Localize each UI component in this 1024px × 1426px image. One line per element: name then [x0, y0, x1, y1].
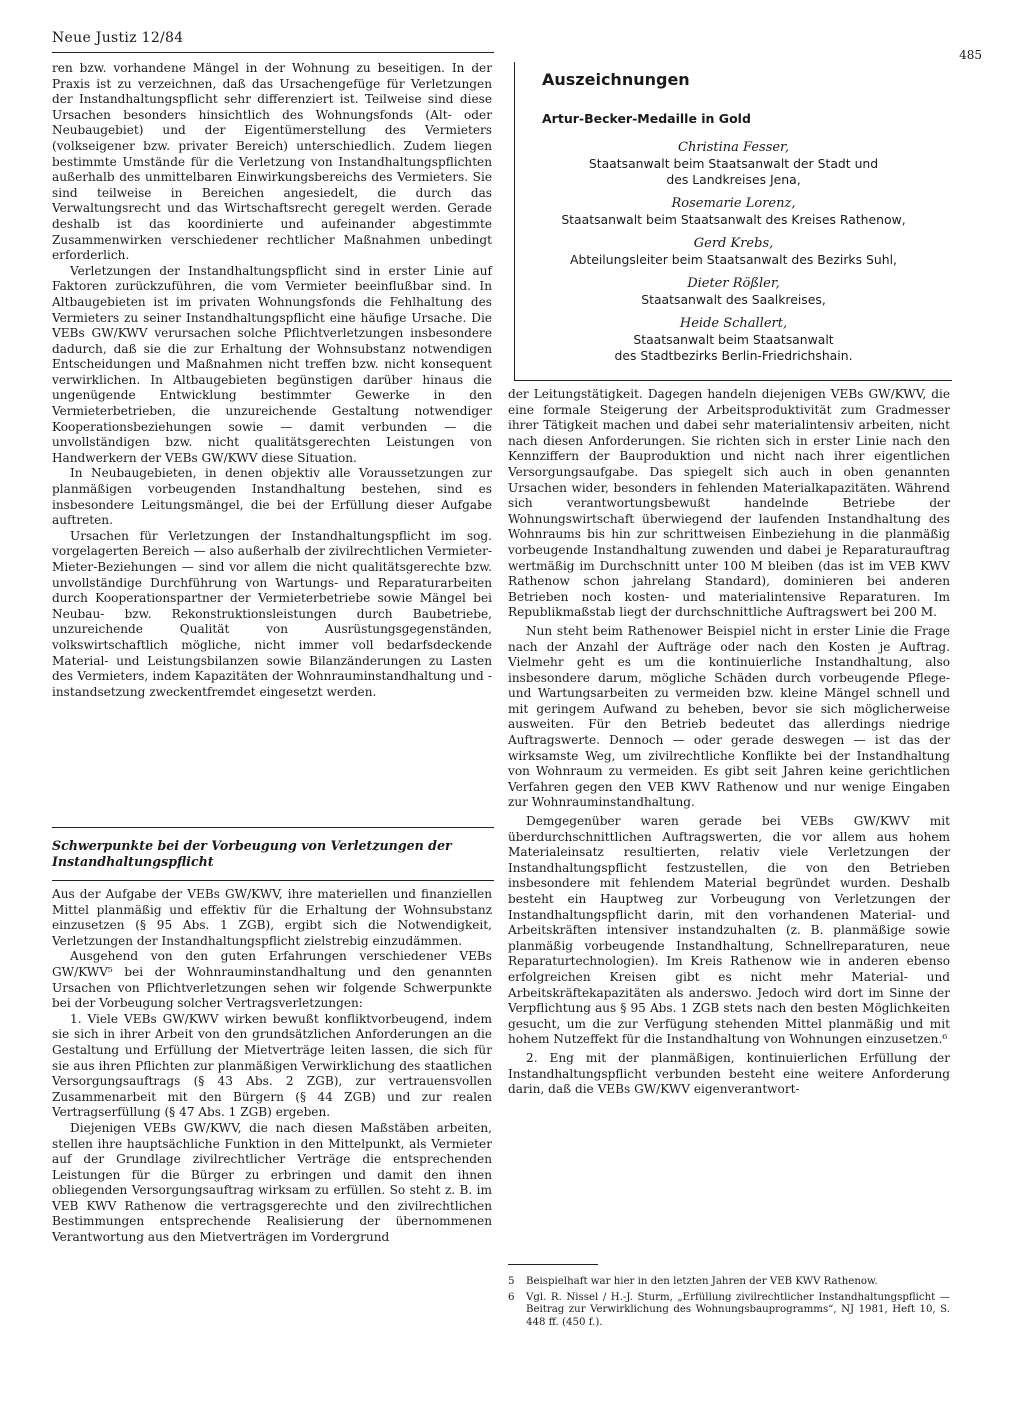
- medal-name: Artur-Becker-Medaille in Gold: [542, 111, 751, 126]
- recipient-desc: Staatsanwalt des Saalkreises,: [641, 292, 826, 307]
- header-rule: [52, 52, 494, 53]
- footnote-rule: [508, 1264, 598, 1265]
- paragraph: Demgegenüber waren gerade bei VEBs GW/KWV mit überdurchschnittlichen Auftragswerten, die vor allem aus hohem Materialeinsatz resultierten, relativ viele Verletzungen der Instandhaltungspflicht festzustellen, die von den Betrieben insbesondere mit fehlendem Material begründet wurden. Deshalb besteht ein Hauptweg zur Vorbeugung von Verletzungen der Instandhaltungspflicht darin, mit den vorhandenen Material- und Arbeitskräften intensiver instandzuhalten (z. B. planmäßige sowie planmäßig vorbeugende Instandhaltung, Schnellreparaturen, neue Reparaturtechnologien). Im Kreis Rathenow wie in anderen ebenso erfolgreichen Kreisen gibt es nicht mehr Material- und Arbeitskräftekapazitäten als anderswo. Jedoch wird dort im Sinne der Verpflichtung aus § 95 Abs. 1 ZGB stets nach den besten Möglichkeiten gesucht, um die zur Verfügung stehenden Mittel planmäßig und mit hohem Nutzeffekt für die Instandhaltung von Wohnungen einzusetzen.⁶: [508, 814, 950, 1047]
- recipient-desc: Abteilungsleiter beim Staatsanwalt des Bezirks Suhl,: [570, 252, 897, 267]
- award-recipient: [515, 276, 952, 308]
- paragraph: 1. Viele VEBs GW/KWV wirken bewußt konfliktvorbeugend, indem sie sich in ihrer Arbeit von den grundsätzlichen Anforderungen an die Gestaltung und Erfüllung der Mietverträge leiten lassen, die sich für sie aus ihren Pflichten zur planmäßigen Verwirklichung des staatlichen Versorgungsauftrags (§ 43 Abs. 2 ZGB), zur vertrauensvollen Zusammenarbeit mit den Bürgern (§ 44 ZGB) und zur realen Vertragserfüllung (§ 47 Abs. 1 ZGB) ergeben.: [52, 1011, 492, 1120]
- recipient-name: Christina Fesser,: [678, 140, 789, 155]
- recipient-name: Rosemarie Lorenz,: [671, 196, 796, 211]
- journal-title: Neue Justiz 12/84: [52, 30, 184, 46]
- recipient-desc: Staatsanwalt beim Staatsanwalt: [633, 332, 834, 347]
- paragraph: Ursachen für Verletzungen der Instandhaltungspflicht im sog. vorgelagerten Bereich — also außerhalb der zivilrechtlichen Vermieter-Mieter-Beziehungen — sind vor allem die nicht qualitätsgerechte bzw. unvollständige Durchführung von Wartungs- und Reparaturarbeiten durch Kooperationspartner der Vermieterbetriebe sowie Mängel bei Neubau- bzw. Rekonstruktionsleistungen durch Baubetriebe, unzureichende Qualität von Ausrüstungsgegenständen, volkswirtschaftlich mögliche, nicht immer voll bedarfsdeckende Material- und Leistungsbilanzen sowie Bilanzänderungen zu Lasten des Vermieters, indem Kapazitäten der Wohnrauminstandhaltung und -instandsetzung zweckentfremdet eingesetzt werden.: [52, 528, 492, 699]
- award-recipient: [515, 140, 952, 188]
- right-column: [508, 387, 950, 1098]
- recipient-name: Dieter Rößler,: [687, 276, 780, 291]
- paragraph: Aus der Aufgabe der VEBs GW/KWV, ihre materiellen und finanziellen Mittel planmäßig und effektiv für die Erhaltung der Wohnsubstanz einzusetzen (§ 95 Abs. 1 ZGB), ergibt sich die Notwendigkeit, Verletzungen der Instandhaltungspflicht zielstrebig einzudämmen.: [52, 887, 492, 948]
- award-recipient: [515, 236, 952, 268]
- paragraph: 2. Eng mit der planmäßigen, kontinuierlichen Erfüllung der Instandhaltungspflicht verbunden besteht eine weitere Anforderung darin, daß die VEBs GW/KWV eigenverantwort-: [508, 1050, 950, 1097]
- paragraph: In Neubaugebieten, in denen objektiv alle Voraussetzungen zur planmäßigen vorbeugenden Instandhaltung bestehen, sind es insbesondere Leitungsmängel, die bei der Erfüllung dieser Aufgabe auftreten.: [52, 466, 492, 528]
- page-number: 485: [959, 48, 982, 62]
- recipient-desc: des Stadtbezirks Berlin-Friedrichshain.: [614, 348, 853, 363]
- award-recipient: [515, 316, 952, 364]
- section-heading: Schwerpunkte bei der Vorbeugung von Verletzungen der Instandhaltungspflicht: [52, 838, 452, 869]
- left-column-top: [52, 61, 492, 700]
- footnote: [508, 1292, 950, 1330]
- recipient-name: Gerd Krebs,: [693, 236, 774, 251]
- footnote-number: 5: [508, 1276, 515, 1287]
- paragraph: Nun steht beim Rathenower Beispiel nicht in erster Linie die Frage nach der Anzahl der Aufträge oder nach den Kosten je Auftrag. Vielmehr geht es um die kontinuierliche Instandhaltung, also insbesondere darum, mögliche Schäden durch vorbeugende Pflege- und Wartungsarbeiten zu vermeiden bzw. kleine Mängel schnell und mit geringem Aufwand zu beheben, bevor sie sich möglicherweise ausweiten. Für den Betrieb bedeutet das allerdings niedrige Auftragswerte. Dennoch — oder gerade deswegen — ist das der wirksamste Weg, um zivilrechtliche Konflikte bei der Instandhaltung von Wohnraum zu vermeiden. Es gibt seit Jahren keine gerichtlichen Verfahren gegen den VEB KWV Rathenow und nur wenige Eingaben zur Wohnrauminstandhaltung.: [508, 623, 950, 810]
- recipient-desc: Staatsanwalt beim Staatsanwalt der Stadt und: [588, 156, 879, 171]
- paragraph: Diejenigen VEBs GW/KWV, die nach diesen Maßstäben arbeiten, stellen ihre hauptsächliche Funktion in den Mittelpunkt, als Vermieter auf der Grundlage zivilrechtlicher Verträge die entsprechenden Leistungen für die Bürger zu erbringen und damit den ihnen obliegenden Versorgungsauftrag wirksam zu erfüllen. So steht z. B. im VEB KWV Rathenow die vertragsgerechte und den zivilrechtlichen Bestimmungen entsprechende Realisierung der übernommenen Verantwortung aus den Mietverträgen im Vordergrund: [52, 1120, 492, 1245]
- footnote-text: Vgl. R. Nissel / H.-J. Sturm, „Erfüllung zivilrechtlicher Instandhaltungspflicht — Beitrag zur Verwirklichung des Wohnungsbauprogramms“, NJ 1981, Heft 10, S. 448 ff. (450 f.).: [526, 1291, 950, 1328]
- paragraph: der Leitungstätigkeit. Dagegen handeln diejenigen VEBs GW/KWV, die eine formale Steigerung der Arbeitsproduktivität zum Gradmesser ihrer Tätigkeit machen und dabei sehr materialintensiv arbeiten, nicht nach diesen Anforderungen. Sie richten sich in erster Linie nach den Kennziffern der Bauproduktion und nicht nach ihrer eigentlichen Versorgungsaufgabe. Das spiegelt sich auch in oben genannten Ursachen wider, besonders in fehlenden Materialkapazitäten. Während sich verantwortungsbewußt handelnde Betriebe der Wohnungswirtschaft überwiegend der laufenden Instandhaltung des Wohnraums bis hin zur schrittweisen Einbeziehung in die planmäßig vorbeugende Instandhaltung zuwenden und dabei je Reparaturauftrag wertmäßig im Durchschnitt unter 100 M bleiben (das ist im VEB KWV Rathenow schon jahrelang Standard), dominieren bei anderen Betrieben noch kosten- und materialintensive Reparaturen. Im Republikmaßstab liegt der durchschnittliche Auftragswert bei 200 M.: [508, 387, 950, 620]
- paragraph: Ausgehend von den guten Erfahrungen verschiedener VEBs GW/KWV⁵ bei der Wohnrauminstandhaltung und den genannten Ursachen von Pflichtverletzungen sehen wir folgende Schwerpunkte bei der Vorbeugung solcher Vertragsverletzungen:: [52, 949, 492, 1011]
- footnote: [508, 1276, 950, 1289]
- section-heading-box: [52, 827, 494, 881]
- footnote-number: 6: [508, 1291, 515, 1303]
- left-column-bottom: [52, 887, 492, 1246]
- footnote-text: Beispielhaft war hier in den letzten Jahren der VEB KWV Rathenow.: [526, 1276, 878, 1287]
- recipient-desc: des Landkreises Jena,: [666, 172, 801, 187]
- awards-box: [514, 62, 952, 381]
- award-recipient: [515, 196, 952, 228]
- recipient-name: Heide Schallert,: [679, 316, 788, 331]
- footnotes: [508, 1276, 950, 1332]
- recipient-desc: Staatsanwalt beim Staatsanwalt des Kreises Rathenow,: [561, 212, 906, 227]
- paragraph: Verletzungen der Instandhaltungspflicht sind in erster Linie auf Faktoren zurückzuführen, die vom Vermieter beeinflußbar sind. In Altbaugebieten ist im privaten Wohnungsfonds die Fehlhaltung des Vermieters zu seiner Instandhaltungspflicht eine häufige Ursache. Die VEBs GW/KWV verursachen solche Pflichtverletzungen insbesondere dadurch, daß sie die zur Erhaltung der Wohnsubstanz notwendigen Entscheidungen und Maßnahmen nicht treffen bzw. nicht konsequent verwirklichen. In Altbaugebieten begünstigen darüber hinaus die ungenügende Entwicklung bestimmter Gewerke in den Vermieterbetrieben, die unzureichende Gestaltung notwendiger Kooperationsbeziehungen sowie — damit verbunden — die unvollständigen bzw. nicht qualitätsgerechten Leistungen von Handwerkern der VEBs GW/KWV diese Situation.: [52, 263, 492, 465]
- awards-title: Auszeichnungen: [542, 70, 690, 89]
- page-header: [52, 30, 982, 62]
- paragraph: ren bzw. vorhandene Mängel in der Wohnung zu beseitigen. In der Praxis ist zu verzeichnen, daß das Ursachengefüge für Verletzungen der Instandhaltungspflicht sehr differenziert ist. Teilweise sind diese Ursachen besonders hinsichtlich des Wohnungsfonds (Alt- oder Neubaugebiet) und der Eigentümerstellung des Vermieters (volkseigener bzw. privater Bereich) unterschiedlich. Zudem liegen bestimmte Umstände für die Verletzung von Instandhaltungspflichten außerhalb des unmittelbaren Einwirkungsbereichs des Vermieters. Sie sind teilweise in Bereichen angesiedelt, die durch das Verwaltungsrecht und das Wirtschaftsrecht geregelt werden. Gerade deshalb ist das koordinierte und aufeinander abgestimmte Zusammenwirken verschiedener rechtlicher Maßnahmen unbedingt erforderlich.: [52, 61, 492, 263]
